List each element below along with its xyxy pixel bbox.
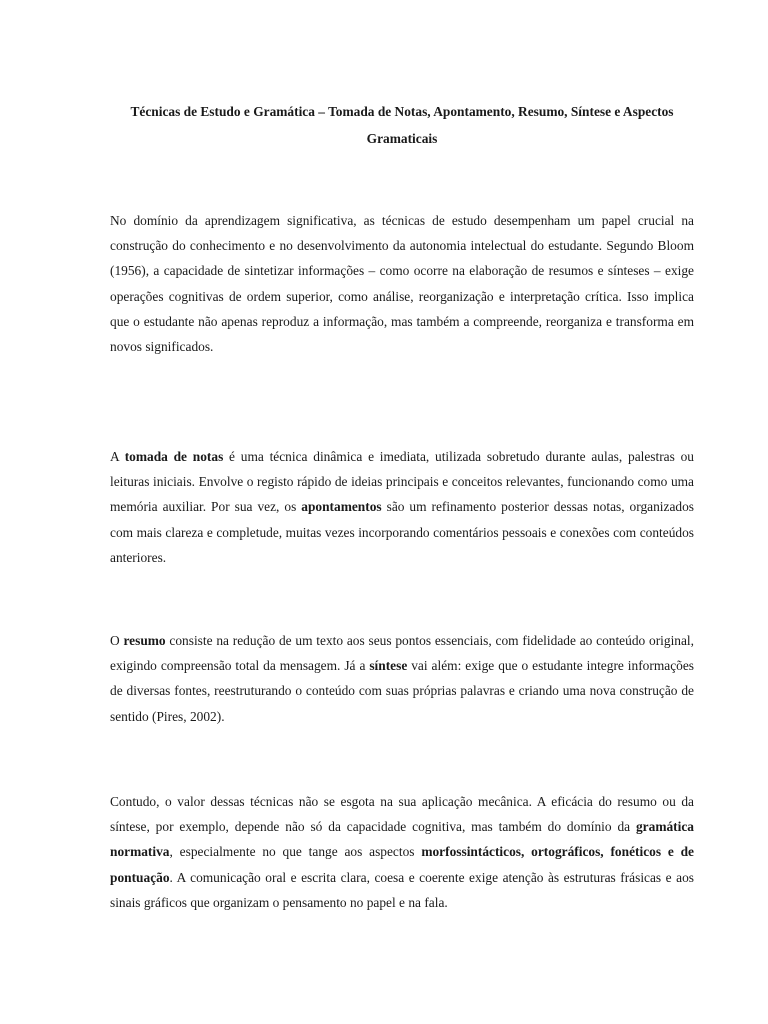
document-title: Técnicas de Estudo e Gramática – Tomada de Notas, Apontamento, Resumo, Síntese e Aspectos Gramaticais [130,104,674,146]
paragraph-notes [110,444,694,570]
paragraph-summary-text-3: vai além: exige que o estudante integre informações de diversas fontes, reestruturando o conteúdo com suas próprias palavras e criando uma nova construção de sentido (Pires, 2002). [110,658,694,724]
paragraph-notes-text-1: A [110,449,125,464]
term-aspectos-gramaticais: morfossintácticos, ortográficos, fonéticos e de pontuação [110,844,694,885]
paragraph-summary [110,628,694,729]
paragraph-intro [110,208,694,359]
paragraph-summary-text-2: consiste na redução de um texto aos seus pontos essenciais, com fidelidade ao conteúdo original, exigindo compreensão total da mensagem. Já a [110,633,694,674]
paragraph-grammar-text-1: Contudo, o valor dessas técnicas não se esgota na sua aplicação mecânica. A eficácia do resumo ou da síntese, por exemplo, depende não só da capacidade cognitiva, mas também do domínio da [110,794,694,835]
term-gramatica-normativa: gramática normativa [110,819,694,860]
paragraph-grammar-text-3: . A comunicação oral e escrita clara, coesa e coerente exige atenção às estruturas frásicas e aos sinais gráficos que organizam o pensamento no papel e na fala. [110,869,694,910]
term-apontamentos: apontamentos [301,499,382,515]
paragraph-notes-text-3: são um refinamento posterior dessas notas, organizados com mais clareza e completude, muitas vezes incorporando comentários pessoais e conexões com conteúdos anteriores. [110,499,695,565]
paragraph-intro-text: No domínio da aprendizagem significativa, as técnicas de estudo desempenham um papel crucial na construção do conhecimento e no desenvolvimento da autonomia intelectual do estudante. Segundo Bloom (1956), a capacidade de sintetizar informações – como ocorre na elaboração de resumos e sínteses – exige operações cognitivas de ordem superior, como análise, reorganização e interpretação crítica. Isso implica que o estudante não apenas reproduz a informação, mas também a compreende, reorganiza e transforma em novos significados. [110,213,694,355]
term-sintese: síntese [369,658,408,674]
paragraph-summary-text-1: O [110,633,124,648]
paragraph-grammar-text-2: , especialmente no que tange aos aspectos [169,844,422,860]
term-tomada-de-notas: tomada de notas [124,449,224,464]
term-resumo: resumo [123,633,166,648]
paragraph-grammar [110,789,694,915]
paragraph-notes-text-2: é uma técnica dinâmica e imediata, utilizada sobretudo durante aulas, palestras ou leituras iniciais. Envolve o registo rápido de ideias principais e conceitos relevantes, funcionando como uma memória auxiliar. Por sua vez, os [110,449,694,515]
